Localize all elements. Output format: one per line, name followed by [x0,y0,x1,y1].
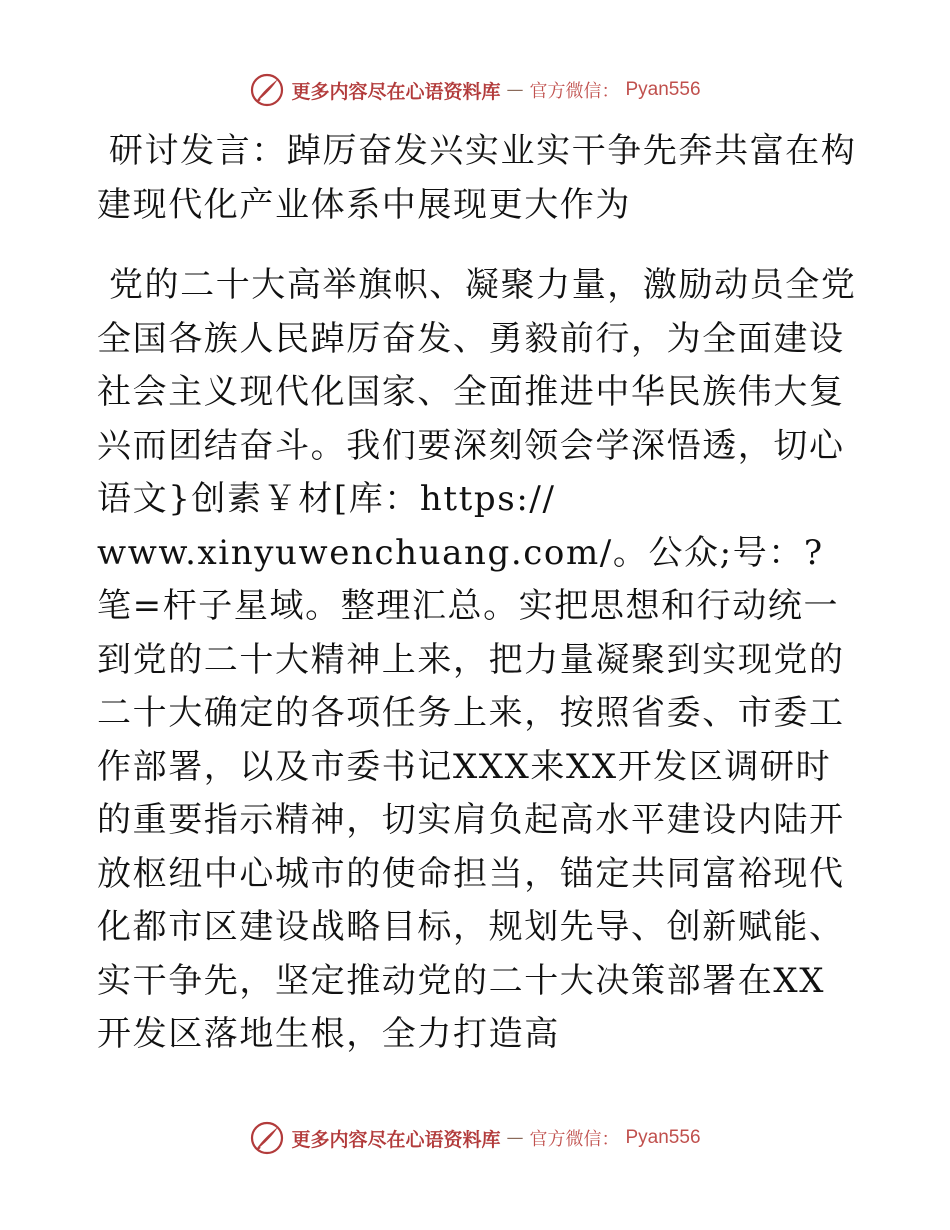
header-banner-contact-id: Pyan556 [625,79,701,100]
footer-banner-contact-label: 官方微信： [529,1129,620,1150]
paragraph-url-line [97,527,857,1062]
document-body [97,124,857,1062]
paragraph-text-start: 党的二十大高举旗帜、凝聚力量，激励动员全党全国各族人民踔厉奋发、勇毅前行，为全面建设社会主义现代化国家、全面推进中华民族伟大复兴而团结奋斗。我们要深刻领会学深悟透，切心语文}创素￥材[库：https:// [97,265,857,519]
footer-banner-contact-id: Pyan556 [625,1127,701,1148]
document-paragraph [97,259,857,1062]
footer-banner [0,1118,950,1158]
footer-banner-brand: 更多内容尽在心语资料库 [291,1128,501,1151]
paragraph-url: www.xinyuwenchuang.com/ [97,532,613,573]
header-banner [0,70,950,110]
paragraph-text-rest: 。公众;号：?笔=杆子星域。整理汇总。实把思想和行动统一到党的二十大精神上来，把力量凝聚到实现党的二十大确定的各项任务上来，按照省委、市委工作部署，以及市委书记XXX来XX开发区调研时的重要指示精神，切实肩负起高水平建设内陆开放枢纽中心城市的使命担当，锚定共同富裕现代化都市区建设战略目标，规划先导、创新赋能、实干争先，坚定推动党的二十大决策部署在XX开发区落地生根，全力打造高 [97,532,845,1054]
header-banner-contact-label: 官方微信： [529,81,620,102]
footer-banner-separator: — [506,1128,524,1148]
header-banner-brand: 更多内容尽在心语资料库 [291,80,501,103]
quill-seal-logo-icon [249,1120,285,1156]
document-title: 研讨发言：踔厉奋发兴实业实干争先奔共富在构建现代化产业体系中展现更大作为 [97,131,857,225]
quill-seal-logo-icon [249,72,285,108]
header-banner-separator: — [506,80,524,100]
